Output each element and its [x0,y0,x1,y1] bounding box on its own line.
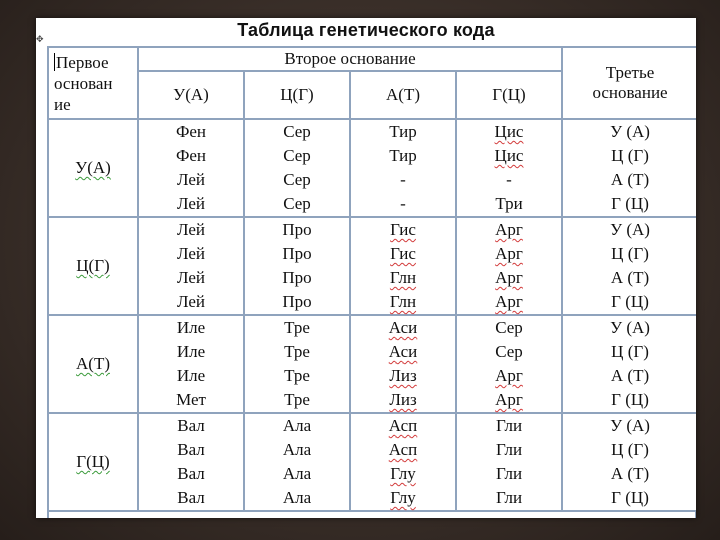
amino-acid: Гли [495,464,523,483]
amino-acid-line [139,266,243,290]
header-third-base-line2: основание [592,83,668,102]
amino-acid: Тре [284,390,310,409]
amino-acid: Про [282,220,312,239]
first-base-label: У(А) [75,158,111,177]
amino-acid: Лиз [389,366,417,385]
amino-acid: Глн [389,292,417,311]
amino-acid-cell [456,119,562,217]
codon-group-row [48,413,696,511]
amino-acid: Ала [282,488,312,507]
header-second-col-2: Ц(Г) [244,71,350,119]
first-base-cell [48,315,138,413]
header-second-col-3: А(Т) [350,71,456,119]
amino-acid-cell [456,315,562,413]
header-first-base-line2: основан [54,73,113,93]
amino-acid-cell [456,413,562,511]
third-base-label: Г (Ц) [611,390,649,409]
amino-acid-cell [138,217,244,315]
third-base-label: Г (Ц) [611,194,649,213]
amino-acid-line [245,120,349,144]
amino-acid: Цис [494,122,524,141]
amino-acid: Аси [388,342,418,361]
text-cursor [54,53,55,71]
amino-acid: Сер [495,318,523,337]
amino-acid-line [457,316,561,340]
amino-acid-line [351,242,455,266]
amino-acid-cell [244,119,350,217]
amino-acid: Гли [495,488,523,507]
third-base-label: У (А) [610,318,650,337]
amino-acid-line [245,266,349,290]
third-base-label: Ц (Г) [611,244,649,263]
amino-acid: Глу [390,464,416,483]
amino-acid-line [351,290,455,314]
amino-acid: Про [282,292,312,311]
amino-acid-line [351,316,455,340]
amino-acid-line [351,462,455,486]
amino-acid: Ала [282,464,312,483]
amino-acid: Гис [390,244,416,263]
amino-acid-line [457,120,561,144]
third-base-label: Ц (Г) [611,146,649,165]
third-base-cell [562,217,696,315]
amino-acid: Сер [283,194,311,213]
amino-acid: Тре [284,366,310,385]
amino-acid-line [457,462,561,486]
amino-acid-line [457,144,561,168]
amino-acid: Иле [176,366,206,385]
amino-acid: Лей [176,244,206,263]
amino-acid-line [457,486,561,510]
amino-acid: Ала [282,440,312,459]
amino-acid-line [351,192,455,216]
third-base-label: У (А) [610,122,650,141]
third-base-label: Ц (Г) [611,342,649,361]
third-base-cell [562,315,696,413]
amino-acid: Иле [176,318,206,337]
amino-acid-line [245,388,349,412]
amino-acid-line [457,388,561,412]
amino-acid: Вал [177,464,205,483]
amino-acid-line [351,438,455,462]
amino-acid-line [351,168,455,192]
amino-acid: Про [282,244,312,263]
amino-acid-line [139,388,243,412]
amino-acid-line [245,414,349,438]
amino-acid-cell [350,119,456,217]
amino-acid-line [351,218,455,242]
table-continuation [47,511,696,518]
amino-acid-cell [350,217,456,315]
amino-acid-line [457,364,561,388]
amino-acid: Три [495,194,523,213]
amino-acid: Асп [388,440,418,459]
header-first-base-line1: Первое [56,52,109,72]
third-base-cell [562,119,696,217]
codon-group-row [48,217,696,315]
amino-acid-line [139,414,243,438]
amino-acid-line [139,364,243,388]
amino-acid: Глу [390,488,416,507]
amino-acid-line [351,266,455,290]
amino-acid-line [351,120,455,144]
first-base-cell [48,119,138,217]
amino-acid: Сер [283,122,311,141]
amino-acid-cell [244,413,350,511]
third-base-cell [562,413,696,511]
amino-acid-line [457,192,561,216]
amino-acid-cell [138,119,244,217]
amino-acid: - [506,170,512,189]
slide [36,18,696,518]
amino-acid-line [245,316,349,340]
amino-acid-line [351,486,455,510]
first-base-label: Г(Ц) [76,452,110,471]
amino-acid: Вал [177,440,205,459]
amino-acid-line [139,168,243,192]
amino-acid-line [245,364,349,388]
third-base-label: Г (Ц) [611,292,649,311]
amino-acid: Тре [284,318,310,337]
amino-acid-line [245,218,349,242]
amino-acid-line [139,340,243,364]
header-second-base: Второе основание [138,47,562,71]
third-base-label: А (Т) [610,366,650,385]
amino-acid-line [139,144,243,168]
amino-acid-line [245,340,349,364]
amino-acid: Арг [495,244,523,263]
amino-acid-line [139,120,243,144]
amino-acid: Гис [390,220,416,239]
third-base-label: А (Т) [610,268,650,287]
third-base-label: А (Т) [610,170,650,189]
third-base-label: А (Т) [610,464,650,483]
amino-acid: Гли [495,440,523,459]
amino-acid-line [351,144,455,168]
amino-acid: Тир [389,146,417,165]
amino-acid: Сер [283,170,311,189]
amino-acid-line [351,414,455,438]
first-base-label: Ц(Г) [76,256,110,275]
amino-acid-cell [350,413,456,511]
amino-acid-line [457,414,561,438]
amino-acid: Лей [176,220,206,239]
amino-acid-line [457,266,561,290]
amino-acid-cell [244,217,350,315]
first-base-label: А(Т) [76,354,110,373]
codon-group-row [48,315,696,413]
header-first-base-line3: ие [54,94,71,114]
amino-acid: Ала [282,416,312,435]
third-base-label: Ц (Г) [611,440,649,459]
amino-acid-cell [138,413,244,511]
amino-acid-line [245,168,349,192]
amino-acid: Цис [494,146,524,165]
amino-acid: Аси [388,318,418,337]
amino-acid: Иле [176,342,206,361]
amino-acid-line [457,242,561,266]
move-handle-icon[interactable]: ✥ [36,35,44,45]
amino-acid-line [351,340,455,364]
amino-acid: Тир [389,122,417,141]
amino-acid: Арг [495,366,523,385]
amino-acid-line [245,242,349,266]
amino-acid-line [457,218,561,242]
first-base-cell [48,217,138,315]
amino-acid: Фен [175,122,207,141]
amino-acid: Арг [495,268,523,287]
amino-acid-line [245,462,349,486]
amino-acid: Фен [175,146,207,165]
amino-acid-line [457,168,561,192]
amino-acid: Арг [495,390,523,409]
genetic-code-table [47,46,696,512]
amino-acid-line [245,486,349,510]
amino-acid: Сер [283,146,311,165]
amino-acid-line [351,364,455,388]
amino-acid-cell [138,315,244,413]
amino-acid: Гли [495,416,523,435]
amino-acid-line [457,340,561,364]
amino-acid: Сер [495,342,523,361]
amino-acid: Мет [176,390,206,409]
amino-acid-line [245,192,349,216]
amino-acid: Лей [176,194,206,213]
header-second-col-4: Г(Ц) [456,71,562,119]
amino-acid: Лей [176,268,206,287]
amino-acid: Тре [284,342,310,361]
amino-acid-line [245,290,349,314]
first-base-cell [48,413,138,511]
third-base-label: У (А) [610,220,650,239]
amino-acid: Вал [177,416,205,435]
amino-acid: Асп [388,416,418,435]
table-title: Таблица генетического кода [237,20,495,40]
amino-acid: Лиз [389,390,417,409]
amino-acid: Глн [389,268,417,287]
amino-acid-line [245,144,349,168]
header-third-base [562,47,696,119]
header-first-base [48,47,138,119]
amino-acid-line [139,462,243,486]
third-base-label: Г (Ц) [611,488,649,507]
third-base-label: У (А) [610,416,650,435]
amino-acid: Лей [176,292,206,311]
amino-acid-line [139,192,243,216]
amino-acid: Арг [495,220,523,239]
amino-acid: Про [282,268,312,287]
amino-acid: - [400,170,406,189]
amino-acid: Вал [177,488,205,507]
amino-acid-line [139,486,243,510]
amino-acid-line [351,388,455,412]
amino-acid-line [139,218,243,242]
amino-acid-cell [350,315,456,413]
header-second-col-1: У(А) [138,71,244,119]
amino-acid-line [139,316,243,340]
amino-acid-line [139,438,243,462]
amino-acid-line [245,438,349,462]
codon-group-row [48,119,696,217]
amino-acid-line [139,242,243,266]
amino-acid-line [457,438,561,462]
amino-acid-line [457,290,561,314]
amino-acid-line [139,290,243,314]
amino-acid-cell [244,315,350,413]
amino-acid: - [400,194,406,213]
header-third-base-line1: Третье [605,63,655,82]
amino-acid: Лей [176,170,206,189]
amino-acid: Арг [495,292,523,311]
amino-acid-cell [456,217,562,315]
